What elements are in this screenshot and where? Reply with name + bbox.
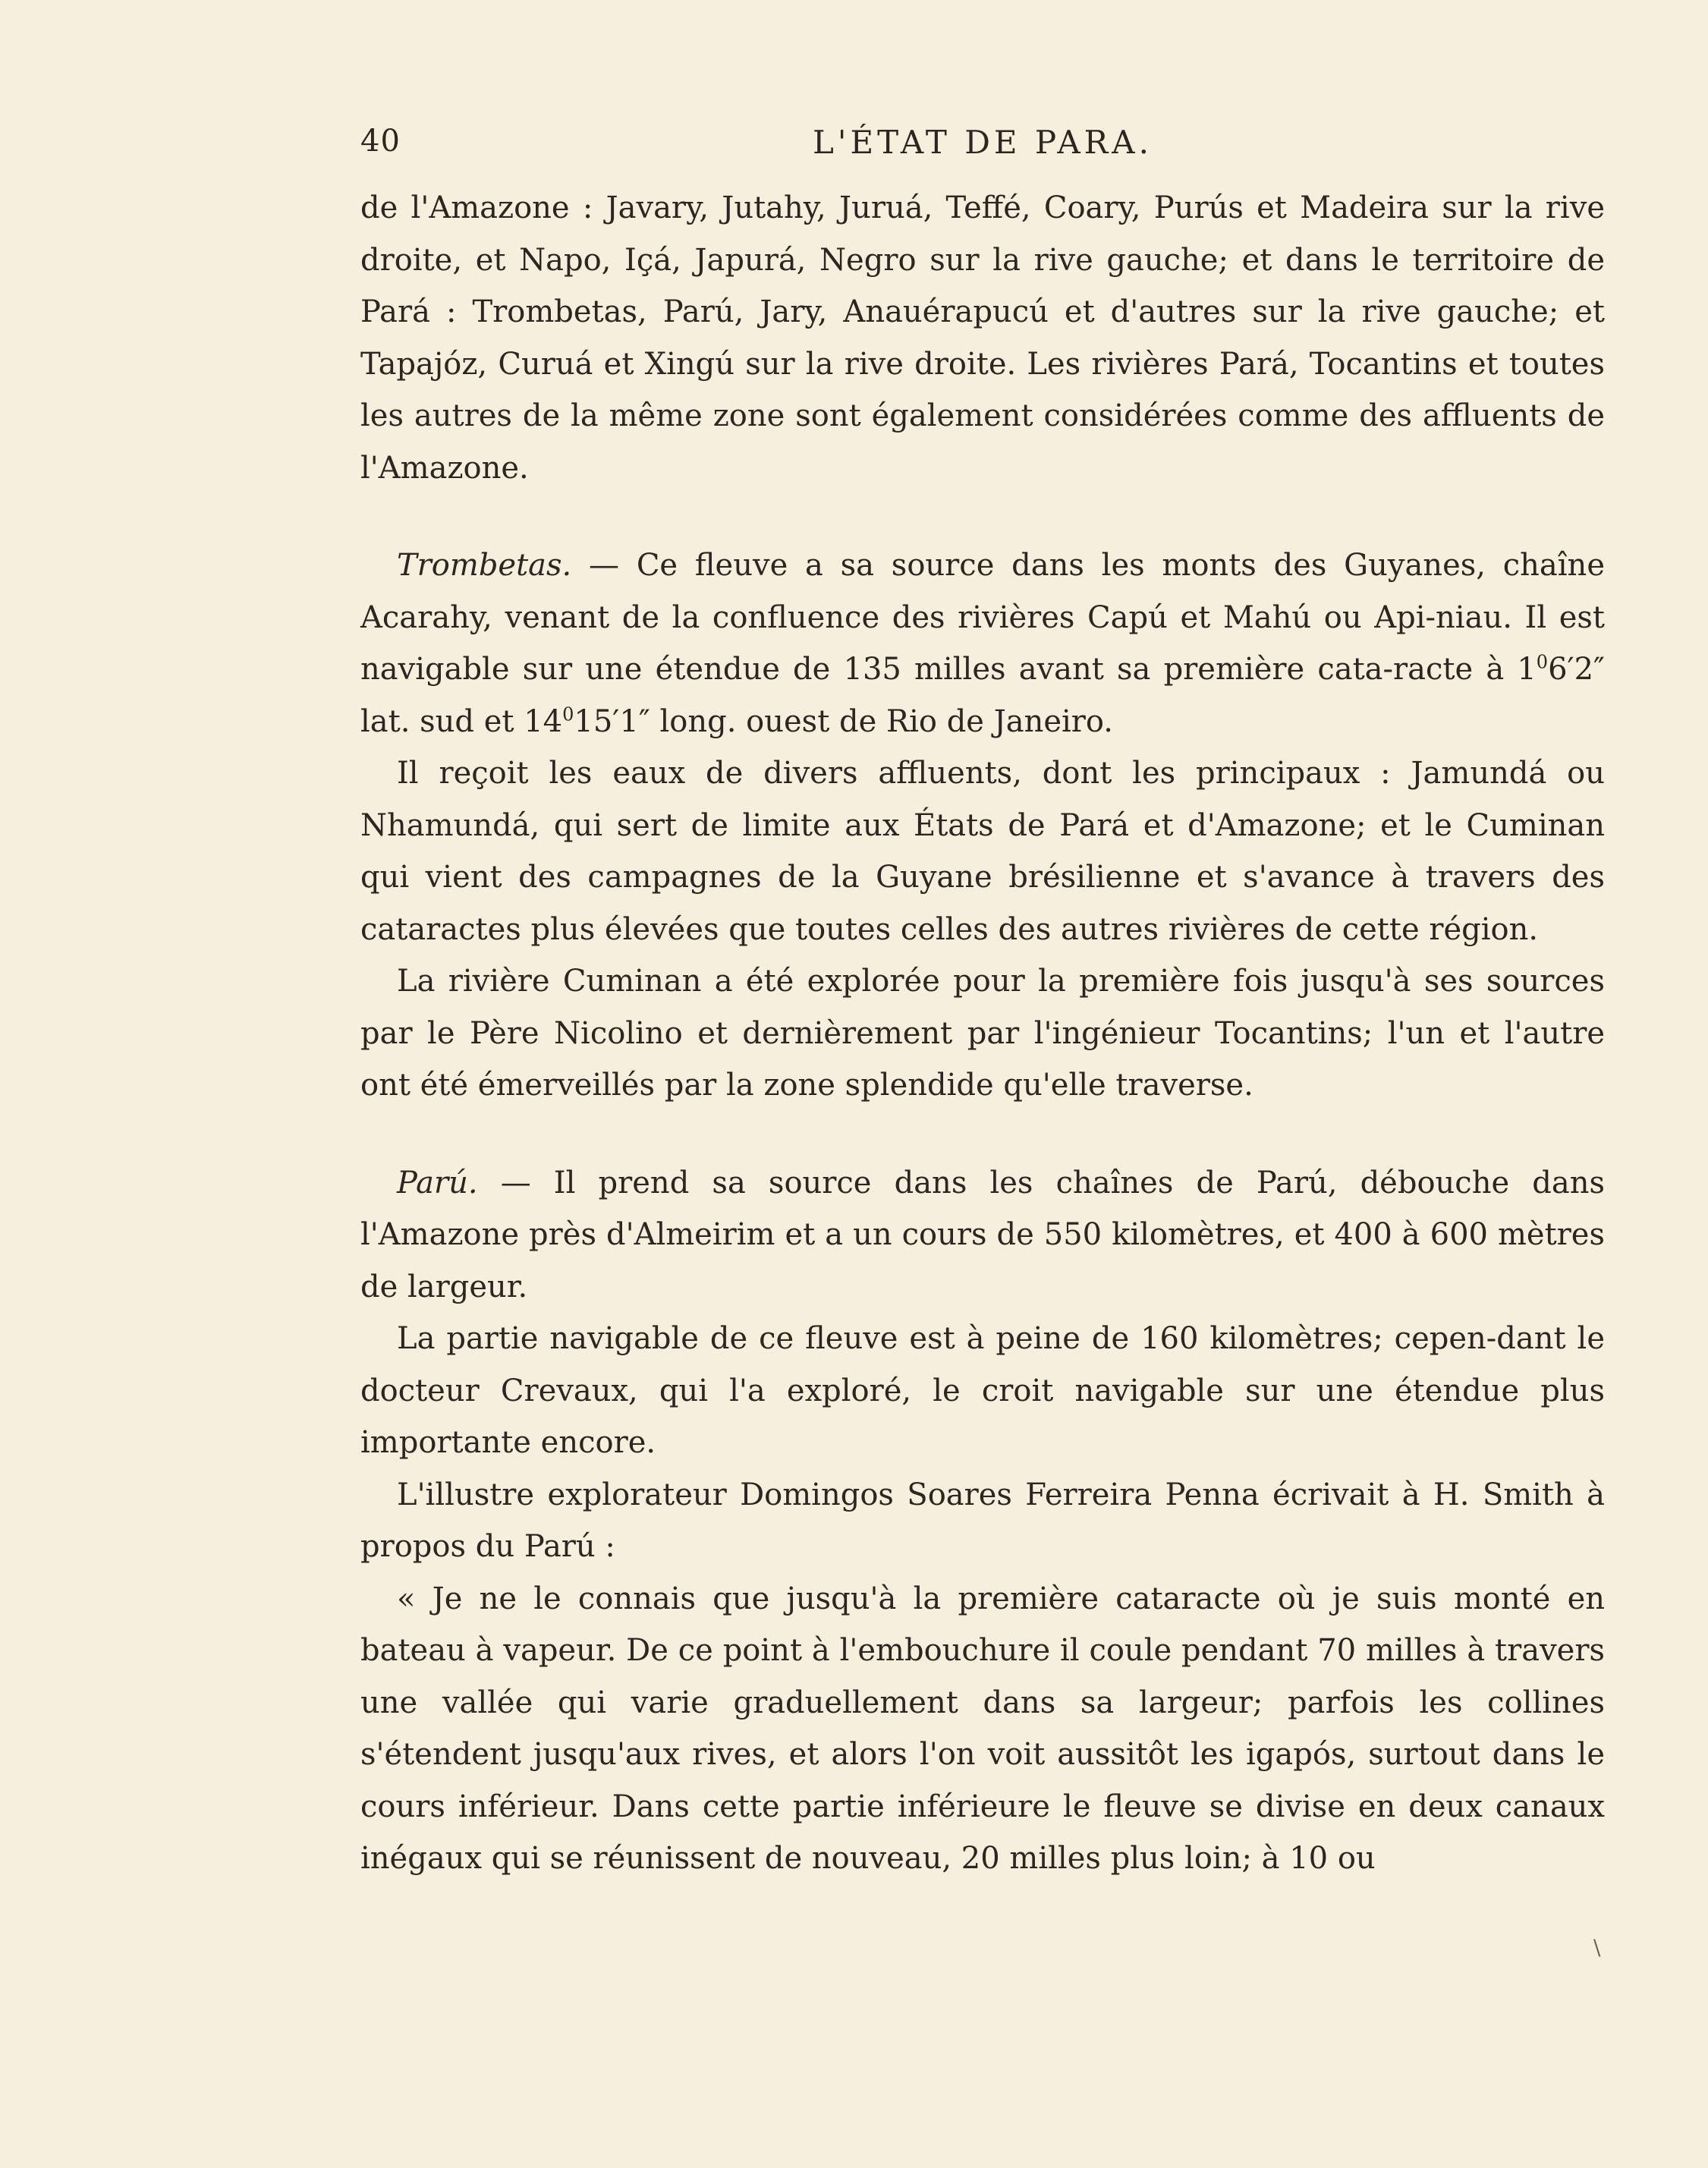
trombetas-paragraph-1 [360,540,1605,747]
paru-paragraph-1 [360,1157,1605,1314]
trombetas-p1-text: — Ce fleuve a sa source dans les monts des Guyanes, chaîne Acarahy, venant de la confluence des rivières Capú et Mahú ou Api-niau. Il est navigable sur une étendue de 135 milles avant sa première cata-racte à 1 [360,548,1605,687]
running-title: L'ÉTAT DE PARA. [813,124,1153,161]
trombetas-paragraph-2: Il reçoit les eaux de divers affluents, dont les principaux : Jamundá ou Nhamundá, qui sert de limite aux États de Pará et d'Amazone; et le Cuminan qui vient des campagnes de la Guyane brésilienne et s'avance à travers des cataractes plus élevées que toutes celles des autres rivières de cette région. [360,756,1605,947]
page-mark: \ [1593,1935,1601,1960]
trombetas-title: Trombetas. [397,548,572,583]
paru-title: Parú. [397,1165,478,1200]
paru-quote-paragraph: « Je ne le connais que jusqu'à la première cataracte où je suis monté en bateau à vapeur. De ce point à l'embouchure il coule pendant 70 milles à travers une vallée qui varie graduellement dans sa largeur; parfois les collines s'étendent jusqu'aux rives, et alors l'on voit aussitôt les igapós, surtout dans le cours inférieur. Dans cette partie inférieure le fleuve se divise en deux canaux inégaux qui se réunissent de nouveau, 20 milles plus loin; à 10 ou [360,1581,1605,1876]
trombetas-long: 15′1″ long. ouest de Rio de Janeiro. [574,703,1114,739]
page-header [360,124,1605,169]
trombetas-paragraph-3: La rivière Cuminan a été explorée pour la première fois jusqu'à ses sources par le Père Nicolino et dernièrement par l'ingénieur Tocantins; l'un et l'autre ont été émerveillés par la zone splendide qu'elle traverse. [360,964,1605,1103]
body-text [360,182,1605,1885]
intro-paragraph: de l'Amazone : Javary, Jutahy, Juruá, Teffé, Coary, Purús et Madeira sur la rive droite, et Napo, Içá, Japurá, Negro sur la rive gauche; et dans le territoire de Pará : Trombetas, Parú, Jary, Anauérapucú et d'autres sur la rive gauche; et Tapajóz, Curuá et Xingú sur la rive droite. Les rivières Pará, Tocantins et toutes les autres de la même zone sont également considérées comme des affluents de l'Amazone. [360,190,1605,486]
paru-p1-text: — Il prend sa source dans les chaînes de Parú, débouche dans l'Amazone près d'Almeirim et a un cours de 550 kilomètres, et 400 à 600 mètres de largeur. [360,1165,1605,1304]
page-number: 40 [360,124,401,159]
paru-paragraph-3: L'illustre explorateur Domingos Soares Ferreira Penna écrivait à H. Smith à propos du Parú : [360,1477,1605,1564]
lat-degree: 0 [1536,651,1549,673]
trombetas-lat: 6′2″ lat. sud et 14 [360,652,1605,739]
paru-paragraph-2: La partie navigable de ce fleuve est à peine de 160 kilomètres; cepen-dant le docteur Crevaux, qui l'a exploré, le croit navigable sur une étendue plus importante encore. [360,1321,1605,1460]
long-degree: 0 [562,703,574,725]
